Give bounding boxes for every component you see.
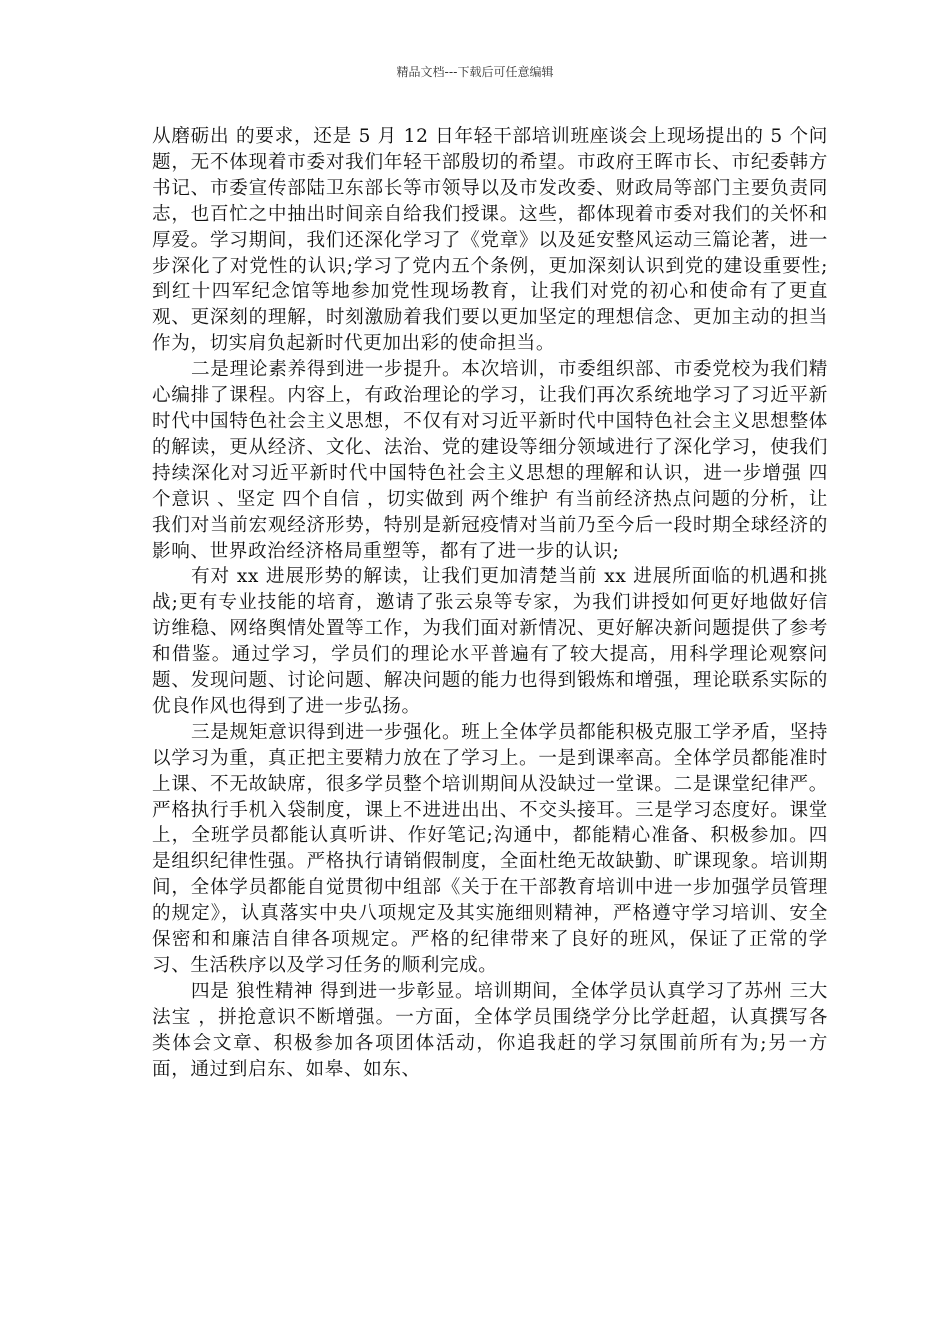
page-header: 精品文档---下载后可任意编辑 (396, 65, 554, 79)
paragraph-4: 三是规矩意识得到进一步强化。班上全体学员都能积极克服工学矛盾，坚持以学习为重，真正把主要精力放在了学习上。一是到课率高。全体学员都能准时上课、不无故缺席，很多学员整个培训期间从没缺过一堂课。二是课堂纪律严。严格执行手机入袋制度，课上不进进出出、不交头接耳。三是学习态度好。课堂上，全班学员都能认真听讲、作好笔记;沟通中，都能精心准备、积极参加。四是组织纪律性强。严格执行请销假制度，全面杜绝无故缺勤、旷课现象。培训期间，全体学员都能自觉贯彻中组部《关于在干部教育培训中进一步加强学员管理的规定》，认真落实中央八项规定及其实施细则精神，严格遵守学习培训、安全保密和和廉洁自律各项规定。严格的纪律带来了良好的班风，保证了正常的学习、生活秩序以及学习任务的顺利完成。 (152, 721, 828, 976)
paragraph-3: 有对 xx 进展形势的解读，让我们更加清楚当前 xx 进展所面临的机遇和挑战;更有专业技能的培育，邀请了张云泉等专家，为我们讲授如何更好地做好信访维稳、网络舆情处置等工作，为我们面对新情况、更好解决新问题提供了参考和借鉴。通过学习，学员们的理论水平普遍有了较大提高，用科学理论观察问题、发现问题、讨论问题、解决问题的能力也得到锻炼和增强，理论联系实际的优良作风也得到了进一步弘扬。 (152, 566, 828, 717)
document-body (152, 124, 828, 1083)
paragraph-1: 从磨砺出 的要求，还是 5 月 12 日年轻干部培训班座谈会上现场提出的 5 个问题，无不体现着市委对我们年轻干部殷切的希望。市政府王晖市长、市纪委韩方书记、市委宣传部陆卫东部长等市领导以及市发改委、财政局等部门主要负责同志，也百忙之中抽出时间亲自给我们授课。这些，都体现着市委对我们的关怀和厚爱。学习期间，我们还深化学习了《党章》以及延安整风运动三篇论著，进一步深化了对党性的认识;学习了党内五个条例，更加深刻认识到党的建设重要性;到红十四军纪念馆等地参加党性现场教育，让我们对党的初心和使命有了更直观、更深刻的理解，时刻激励着我们要以更加坚定的理想信念、更加主动的担当作为，切实肩负起新时代更加出彩的使命担当。 (152, 126, 828, 355)
paragraph-5: 四是 狼性精神 得到进一步彰显。培训期间，全体学员认真学习了苏州 三大法宝 ，拼抢意识不断增强。一方面，全体学员围绕学分比学赶超，认真撰写各类体会文章、积极参加各项团体活动，你追我赶的学习氛围前所有为;另一方面，通过到启东、如皋、如东、 (152, 980, 828, 1080)
paragraph-2: 二是理论素养得到进一步提升。本次培训，市委组织部、市委党校为我们精心编排了课程。内容上，有政治理论的学习，让我们再次系统地学习了习近平新时代中国特色社会主义思想，不仅有对习近平新时代中国特色社会主义思想整体的解读，更从经济、文化、法治、党的建设等细分领域进行了深化学习，使我们持续深化对习近平新时代中国特色社会主义思想的理解和认识，进一步增强 四个意识 、坚定 四个自信 ，切实做到 两个维护 有当前经济热点问题的分析，让我们对当前宏观经济形势，特别是新冠疫情对当前乃至今后一段时期全球经济的影响、世界政治经济格局重塑等，都有了进一步的认识; (152, 359, 828, 562)
